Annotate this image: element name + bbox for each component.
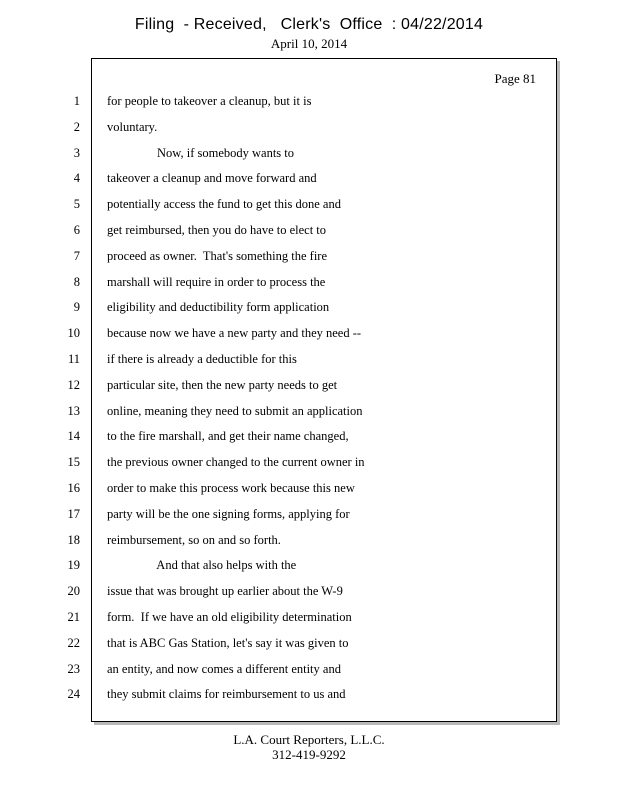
line-number: 23: [67, 661, 80, 676]
line-text: issue that was brought up earlier about the W-9: [107, 584, 343, 599]
line-number: 22: [67, 635, 80, 650]
line-text: marshall will require in order to process the: [107, 274, 326, 289]
line-text: Now, if somebody wants to: [107, 145, 295, 160]
line-number: 11: [67, 352, 80, 366]
line-text: an entity, and now comes a different entity and: [107, 661, 341, 676]
line-text: get reimbursed, then you do have to elect to: [107, 223, 327, 237]
line-text: to the fire marshall, and get their name changed,: [107, 429, 349, 444]
line-number: 12: [67, 377, 80, 392]
line-number: 3: [73, 145, 80, 160]
line-text: the previous owner changed to the current owner in: [107, 455, 365, 470]
line-text: reimbursement, so on and so forth.: [107, 532, 281, 547]
line-text: And that also helps with the: [107, 558, 297, 573]
line-number: 14: [67, 429, 80, 444]
line-number: 20: [67, 584, 80, 599]
filing-stamp: Filing - Received, Clerk's Office : 04/22/2014: [134, 16, 484, 33]
line-text: online, meaning they need to submit an application: [107, 403, 363, 418]
line-text: form. If we have an old eligibility determination: [107, 610, 352, 624]
court-reporter-name: L.A. Court Reporters, L.L.C.: [233, 732, 385, 747]
line-text: eligibility and deductibility form application: [107, 300, 330, 315]
line-number: 4: [73, 171, 80, 186]
line-text: for people to takeover a cleanup, but it is: [107, 94, 312, 108]
line-number: 1: [73, 94, 80, 108]
line-text: voluntary.: [107, 119, 158, 134]
court-reporter-phone: 312-419-9292: [272, 747, 346, 762]
line-text: if there is already a deductible for this: [107, 352, 297, 366]
line-number: 5: [73, 197, 80, 212]
line-text: they submit claims for reimbursement to us and: [107, 687, 346, 702]
line-number: 7: [73, 248, 80, 263]
line-text: particular site, then the new party needs to get: [107, 377, 338, 392]
line-number: 6: [73, 223, 80, 237]
line-number: 21: [67, 610, 80, 624]
line-number: 17: [67, 506, 80, 521]
line-number: 13: [67, 403, 80, 418]
line-text: proceed as owner. That's something the fire: [107, 248, 328, 263]
line-number: 15: [67, 455, 80, 470]
line-number: 10: [67, 326, 80, 341]
line-number: 24: [67, 687, 80, 702]
line-text: order to make this process work because this new: [107, 481, 355, 495]
line-text: party will be the one signing forms, applying for: [107, 506, 350, 521]
line-text: because now we have a new party and they need --: [107, 326, 362, 341]
line-number: 2: [73, 119, 80, 134]
line-text: takeover a cleanup and move forward and: [107, 171, 317, 186]
line-number: 19: [67, 558, 80, 573]
line-number: 9: [73, 300, 80, 315]
line-text: potentially access the fund to get this done and: [107, 197, 341, 212]
line-number: 8: [73, 274, 80, 289]
line-number: 16: [67, 481, 80, 495]
line-text: that is ABC Gas Station, let's say it was given to: [107, 635, 349, 650]
line-number: 18: [67, 532, 80, 547]
transcript-date: April 10, 2014: [270, 36, 348, 51]
page-number: Page 81: [494, 71, 536, 86]
